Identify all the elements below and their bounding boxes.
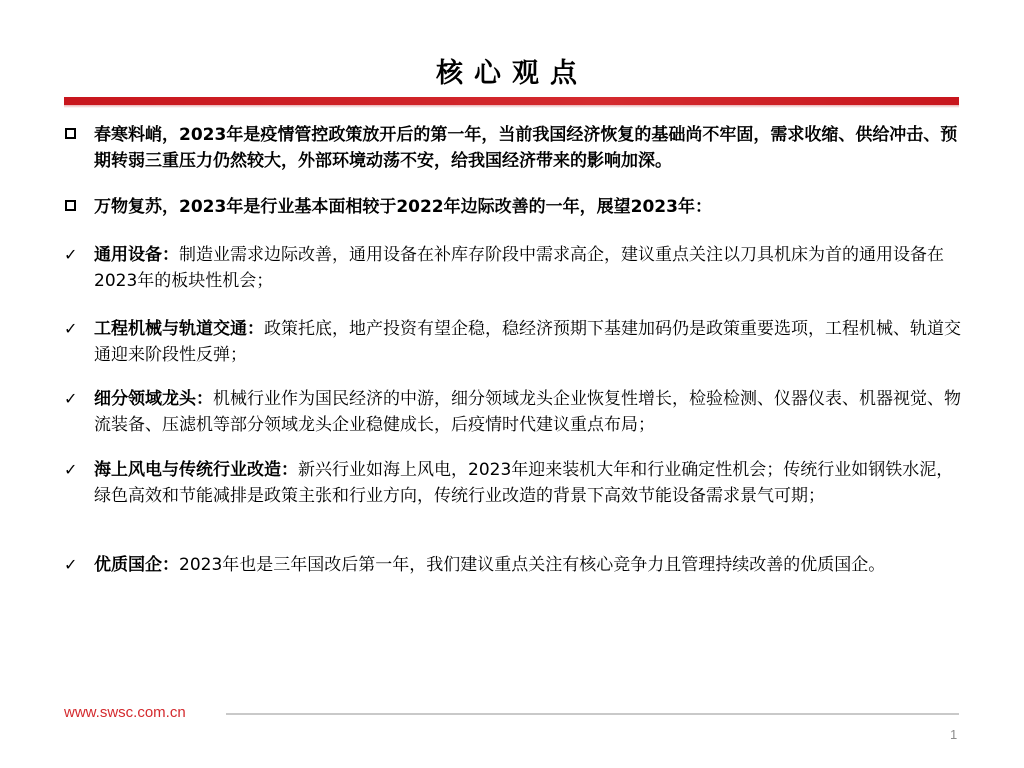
check-icon: ✓ bbox=[64, 555, 78, 574]
check-icon: ✓ bbox=[64, 319, 78, 338]
bullet-text: 春寒料峭，2023年是疫情管控政策放开后的第一年，当前我国经济恢复的基础尚不牢固，需求收缩、供给冲击、预期转弱三重压力仍然较大，外部环境动荡不安，给我国经济带来的影响加深。 bbox=[94, 125, 958, 171]
square-bullet-icon bbox=[65, 128, 76, 139]
check-icon: ✓ bbox=[64, 245, 78, 264]
check-icon: ✓ bbox=[64, 460, 78, 479]
check-point-heading: 细分领域龙头： bbox=[94, 389, 213, 409]
title-divider bbox=[64, 97, 959, 105]
check-point-heading: 通用设备： bbox=[94, 245, 179, 265]
page-number: 1 bbox=[950, 727, 958, 742]
footer-divider bbox=[226, 713, 959, 715]
check-point-body: 机械行业作为国民经济的中游，细分领域龙头企业恢复性增长，检验检测、仪器仪表、机器视觉、物流装备、压滤机等部分领域龙头企业稳健成长，后疫情时代建议重点布局； bbox=[94, 389, 961, 435]
check-point-body: 制造业需求边际改善，通用设备在补库存阶段中需求高企，建议重点关注以刀具机床为首的通用设备在2023年的板块性机会； bbox=[94, 245, 944, 291]
check-point-body: 新兴行业如海上风电，2023年迎来装机大年和行业确定性机会；传统行业如钢铁水泥，绿色高效和节能减排是政策主张和行业方向，传统行业改造的背景下高效节能设备需求景气可期； bbox=[94, 460, 954, 506]
check-point-heading: 工程机械与轨道交通： bbox=[94, 319, 264, 339]
title-divider-shadow bbox=[64, 105, 959, 108]
square-bullet-icon bbox=[65, 200, 76, 211]
bullet-text: 万物复苏，2023年是行业基本面相较于2022年边际改善的一年，展望2023年： bbox=[94, 197, 712, 217]
slide-title: 核心观点 bbox=[436, 58, 588, 89]
check-icon: ✓ bbox=[64, 389, 78, 408]
check-point-heading: 海上风电与传统行业改造： bbox=[94, 460, 298, 480]
check-point-heading: 优质国企： bbox=[94, 555, 179, 575]
check-point-body: 2023年也是三年国改后第一年，我们建议重点关注有核心竞争力且管理持续改善的优质国企。 bbox=[179, 555, 886, 575]
footer-url: www.swsc.com.cn bbox=[64, 704, 186, 721]
check-point-body: 政策托底，地产投资有望企稳，稳经济预期下基建加码仍是政策重要选项，工程机械、轨道交通迎来阶段性反弹； bbox=[94, 319, 961, 365]
